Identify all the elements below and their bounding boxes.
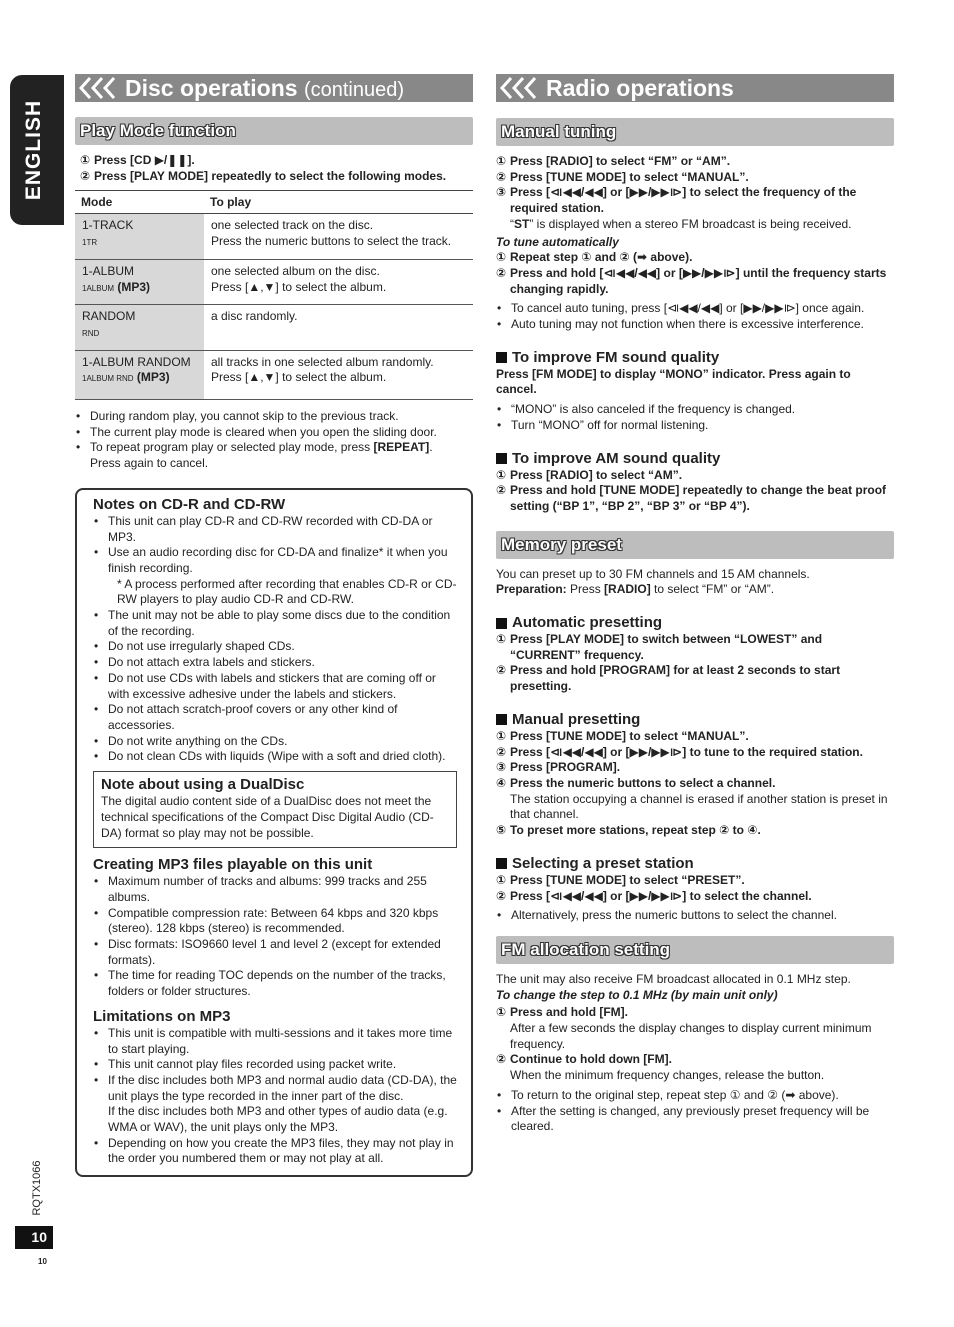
page-title: Disc operations (continued): [125, 75, 404, 101]
language-tab: [10, 75, 64, 225]
page-number-small: 10: [38, 1257, 47, 1266]
play-mode-step-1: Press [CD ▶/❚❚].: [94, 153, 195, 167]
table-row: 1-TRACK 1TR one selected track on the disc. Press the numeric buttons to select the track.: [75, 214, 473, 259]
language-label: ENGLISH: [22, 99, 45, 201]
mp3-limitations-heading: Limitations on MP3: [93, 1007, 231, 1025]
dualdisc-text: The digital audio content side of a DualDisc does not meet the technical specifications of the Compact Disc Digital Audio (CD-DA) format so play may not be possible.: [101, 794, 434, 840]
chevron-left-icon: [499, 76, 541, 100]
fm-allocation-heading: FM allocation setting: [496, 936, 894, 964]
play-mode-step-2: Press [PLAY MODE] repeatedly to select the following modes.: [94, 168, 447, 183]
table-row: 1-ALBUM 1ALBUM (MP3) one selected album on the disc. Press [▲,▼] to select the album.: [75, 259, 473, 304]
disc-operations-title-bar: [75, 74, 473, 102]
dualdisc-heading: Note about using a DualDisc: [101, 776, 305, 794]
table-header: To play: [204, 191, 473, 214]
cd-notes-box: Notes on CD-R and CD-RW • This unit can play CD-R and CD-RW recorded with CD-DA or MP3. • Use an audio recording disc for CD-DA and finalize* it when you finish recording. * A process performed after recording that enables CD-R or CD-RW players to play audio CD-R and CD-RW. • The unit may not be able to play some discs due to the condition of the recording. • Do not use irregularly shaped CDs. • Do not attach extra labels and stickers. • Do not use CDs with labels and stickers that are coming off or with excessive adhesive under the labels and stickers. • Do not attach scratch-proof covers or any other kind of accessories. • Do not write anything on the CDs. • Do not clean CDs with liquids (Wipe with a soft and dried cloth). Note about using a DualDisc The digital audio content side of a DualDisc does not meet the technical specifications of the Compact Disc Digital Audio (CD-DA) format so play may not be possible. Creating MP3 files playable on this unit • Maximum number of tracks and albums: 999 tracks and 255 albums. • Compatible compression rate: Between 64 kbps and 320 kbps (stereo). 128 kbps (stereo) is recommended. • Disc formats: ISO9660 level 1 and level 2 (except for extended formats). • The time for reading TOC depends on the number of the tracks, folders or folder structures. Limitations on MP3 • This unit is compatible with multi-sessions and it takes more time to start playing. • This unit cannot play files recorded using packet write. • If the disc includes both MP3 and normal audio data (CD-DA), the unit plays the type recorded in the inner part of the disc. If the disc includes both MP3 and other types of audio data (e.g. WMA or WAV), the unit plays only the MP3. • Depending on how you create the MP3 files, they may not play in the order you numbered them or may not play at all.: [75, 488, 473, 1177]
select-preset-heading: Selecting a preset station: [496, 855, 894, 873]
auto-tune-heading: To tune automatically: [496, 234, 619, 249]
radio-operations-title-bar: [496, 74, 894, 102]
radio-operations-column: Radio operations Manual tuning ① Press [RADIO] to select “FM” or “AM”. ② Press [TUNE MODE] to select “MANUAL”. ③ Press [⧏◀◀/◀◀] or [▶▶/▶▶⧐] to select the frequency of the required station. “ST” is displayed when a stereo FM broadcast is being received. To tune automatically ① Repeat step ① and ② (➡ above). ② Press and hold [⧏◀◀/◀◀] or [▶▶/▶▶⧐] until the frequency starts changing rapidly. • To cancel auto tuning, press [⧏◀◀/◀◀] or [▶▶/▶▶⧐] once again. • Auto tuning may not function when there is excessive interference. To improve FM sound quality Press [FM MODE] to display “MONO” indicator. Press again to cancel. • “MONO” is also canceled if the frequency is changed. • Turn “MONO” off for normal listening. To improve AM sound quality ① Press [RADIO] to select “AM”. ② Press and hold [TUNE MODE] repeatedly to change the beat proof setting (“BP 1”, “BP 2”, “BP 3” or “BP 4”). Memory preset You can preset up to 30 FM channels and 15 AM channels. Preparation: Press [RADIO] to select “FM” or “AM”. Automatic presetting ① Press [PLAY MODE] to switch between “LOWEST” and “CURRENT” frequency. ② Press and hold [PROGRAM] for at least 2 seconds to start presetting. Manual presetting ① Press [TUNE MODE] to select “MANUAL”. ② Press [⧏◀◀/◀◀] or [▶▶/▶▶⧐] to tune to the required station. ③ Press [PROGRAM]. ④ Press the numeric buttons to select a channel. The station occupying a channel is erased if another station is preset in that channel. ⑤ To preset more stations, repeat step ② to ④. Selecting a preset station ① Press [TUNE MODE] to select “PRESET”. ② Press [⧏◀◀/◀◀] or [▶▶/▶▶⧐] to select the channel. • Alternatively, press the numeric buttons to select the channel. FM allocation setting The unit may also receive FM broadcast allocated in 0.1 MHz step. To change the step to 0.1 MHz (by main unit only) ① Press and hold [FM]. After a few seconds the display changes to display current minimum frequency. ② Continue to hold down [FM]. When the minimum frequency changes, release the button. • To return to the original step, repeat step ① and ② (➡ above). • After the setting is changed, any previously preset frequency will be cleared.: [496, 74, 894, 1135]
disc-operations-column: Disc operations (continued) Play Mode function ① Press [CD ▶/❚❚]. ② Press [PLAY MODE] repeatedly to select the following modes. Mode To play 1-TRACK 1TR one selected track on the disc. Press the numeric buttons to select the track. 1-ALBUM 1ALBUM (MP3) one selected album on the disc. Press [▲,▼] to select the album. RANDOM RND a disc randomly. 1-ALBUM RANDOM 1ALBUM RND (MP3) all tracks in one selected album randomly. Press [▲,▼] to select the album. • During random play, you cannot skip to the previous track. • The current play mode is cleared when you open the sliding door. • To repeat program play or selected play mode, press [REPEAT]. Press again to cancel. Notes on CD-R and CD-RW • This unit can play CD-R and CD-RW recorded with CD-DA or MP3. • Use an audio recording disc for CD-DA and finalize* it when you finish recording. * A process performed after recording that enables CD-R or CD-RW players to play audio CD-R and CD-RW. • The unit may not be able to play some discs due to the condition of the recording. • Do not use irregularly shaped CDs. • Do not attach extra labels and stickers. • Do not use CDs with labels and stickers that are coming off or with excessive adhesive under the labels and stickers. • Do not attach scratch-proof covers or any other kind of accessories. • Do not write anything on the CDs. • Do not clean CDs with liquids (Wipe with a soft and dried cloth). Note about using a DualDisc The digital audio content side of a DualDisc does not meet the technical specifications of the Compact Disc Digital Audio (CD-DA) format so play may not be possible. Creating MP3 files playable on this unit • Maximum number of tracks and albums: 999 tracks and 255 albums. • Compatible compression rate: Between 64 kbps and 320 kbps (stereo). 128 kbps (stereo) is recommended. • Disc formats: ISO9660 level 1 and level 2 (except for extended formats). • The time for reading TOC depends on the number of the tracks, folders or folder structures. Limitations on MP3 • This unit is compatible with multi-sessions and it takes more time to start playing. • This unit cannot play files recorded using packet write. • If the disc includes both MP3 and normal audio data (CD-DA), the unit plays the type recorded in the inner part of the disc. If the disc includes both MP3 and other types of audio data (e.g. WMA or WAV), the unit plays only the MP3. • Depending on how you create the MP3 files, they may not play in the order you numbered them or may not play at all.: [75, 74, 473, 1177]
table-header: Mode: [75, 191, 204, 214]
manual-preset-heading: Manual presetting: [496, 711, 894, 729]
doc-code: RQTX1066: [31, 1160, 43, 1216]
chevron-left-icon: [78, 76, 120, 100]
mp3-heading: Creating MP3 files playable on this unit: [93, 856, 373, 874]
am-quality-heading: To improve AM sound quality: [496, 450, 894, 468]
table-row: RANDOM RND a disc randomly.: [75, 305, 473, 350]
dualdisc-box: [93, 771, 457, 848]
manual-tuning-heading: Manual tuning: [496, 118, 894, 146]
auto-preset-heading: Automatic presetting: [496, 614, 894, 632]
radio-title: Radio operations: [546, 75, 734, 101]
play-mode-notes: • During random play, you cannot skip to the previous track. • The current play mode is cleared when you open the sliding door. • To repeat program play or selected play mode, press [REPEAT]. Press again to cancel.: [75, 409, 473, 472]
table-row: 1-ALBUM RANDOM 1ALBUM RND (MP3) all tracks in one selected album randomly. Press [▲,▼] to select the album.: [75, 350, 473, 399]
memory-preset-heading: Memory preset: [496, 531, 894, 559]
cdr-notes-heading: Notes on CD-R and CD-RW: [93, 495, 286, 513]
fm-quality-heading: To improve FM sound quality: [496, 349, 894, 367]
page-number: 10: [15, 1226, 53, 1249]
play-mode-heading: Play Mode function: [75, 117, 473, 145]
play-mode-table: [75, 190, 473, 400]
